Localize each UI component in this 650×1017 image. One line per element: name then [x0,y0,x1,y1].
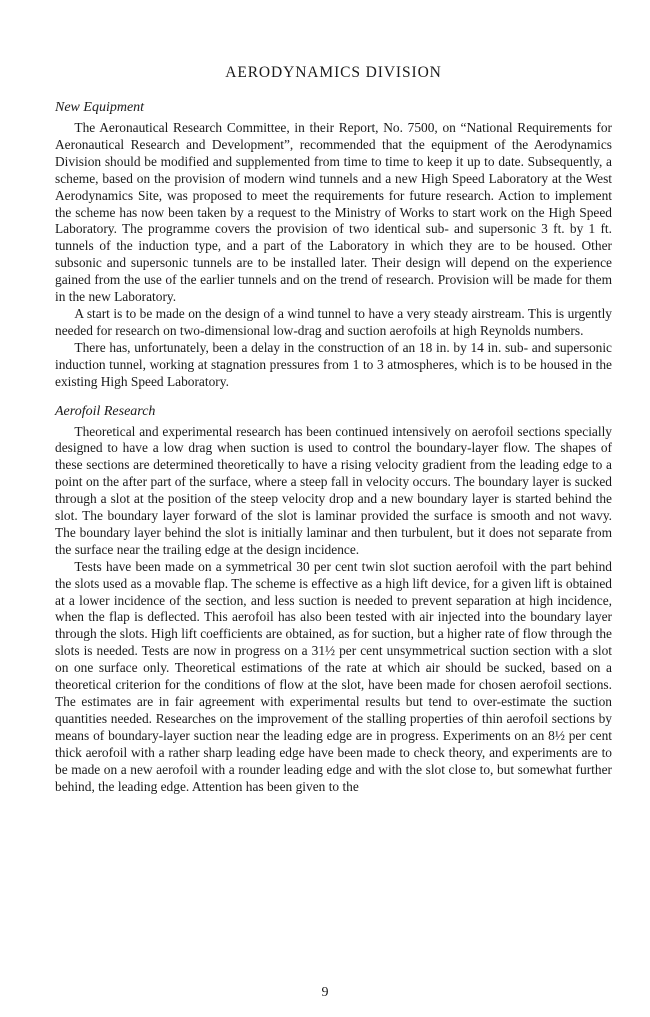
paragraph: Tests have been made on a symmetrical 30 per cent twin slot suction aerofoil with the part behind the slots used as a movable flap. The scheme is effective as a high lift device, for a given lift is obtained at a lower incidence of the section, and less suction is needed to prevent separation at high incidence, when the flap is deflected. This aerofoil has also been tested with air injected into the boundary layer through the slots. High lift coefficients are obtained, as for suction, but a higher rate of flow through the slots is needed. Tests are now in progress on a 31½ per cent unsymmetrical suction section with a slot on one surface only. Theoretical estimations of the rate at which air should be sucked, based on a theoretical criterion for the conditions of flow at the slot, have been made for chosen aerofoil sections. The estimates are in fair agreement with experimental results but tend to over-estimate the suction quantities needed. Researches on the improvement of the stalling properties of thin aerofoil sections by means of boundary-layer suction near the leading edge are in progress. Experiments on an 8½ per cent thick aerofoil with a rather sharp leading edge have been made to check theory, and experiments are to be made on a new aerofoil with a rounder leading edge and with the slot close to, but somewhat further behind, the leading edge. Attention has been given to the [55,558,612,794]
section-heading-aerofoil-research: Aerofoil Research [55,403,156,419]
page-number: 9 [321,985,329,1000]
section-heading-new-equipment: New Equipment [55,100,145,115]
paragraph: There has, unfortunately, been a delay in the construction of an 18 in. by 14 in. sub- and supersonic induction tunnel, working at stagnation pressures from 1 to 3 atmospheres, which is to be housed in the existing High Speed Laboratory. [55,339,612,389]
paragraph: The Aeronautical Research Committee, in their Report, No. 7500, on “National Requirements for Aeronautical Research and Development”, recommended that the equipment of the Aerodynamics Division should be modified and supplemented from time to time to keep it up to date. Subsequently, a scheme, based on the provision of modern wind tunnels and a new High Speed Laboratory at the West Aerodynamics Site, was proposed to meet the requirements for future research. Action to implement the scheme has now been taken by a request to the Ministry of Works to start work on the High Speed Laboratory. The programme covers the provision of two identical sub- and supersonic 3 ft. by 1 ft. tunnels of the induction type, and a part of the Laboratory in which they are to be housed. Other subsonic and supersonic tunnels are to be installed later. Their design will depend on the experience gained from the use of the earlier tunnels and on the trend of research. Provision will be made for them in the new Laboratory. [55,120,612,305]
paragraph: A start is to be made on the design of a wind tunnel to have a very steady airstream. This is urgently needed for research on two-dimensional low-drag and suction aerofoils at high Reynolds numbers. [55,305,612,338]
paragraph: Theoretical and experimental research has been continued intensively on aerofoil sections specially designed to have a low drag when suction is used to control the boundary-layer flow. The shapes of these sections are determined theoretically to have a rising velocity gradient from the leading edge to a point on the after part of the surface, where a steep fall in velocity occurs. The boundary layer is sucked through a slot at the position of the steep velocity drop and a new boundary layer is started behind the slot. The boundary layer forward of the slot is laminar provided the surface is smooth and not wavy. The boundary layer behind the slot is initially laminar and then turbulent, but it does not separate from the surface near the trailing edge at the design incidence. [55,423,612,557]
running-header: AERODYNAMICS DIVISION [225,64,442,81]
